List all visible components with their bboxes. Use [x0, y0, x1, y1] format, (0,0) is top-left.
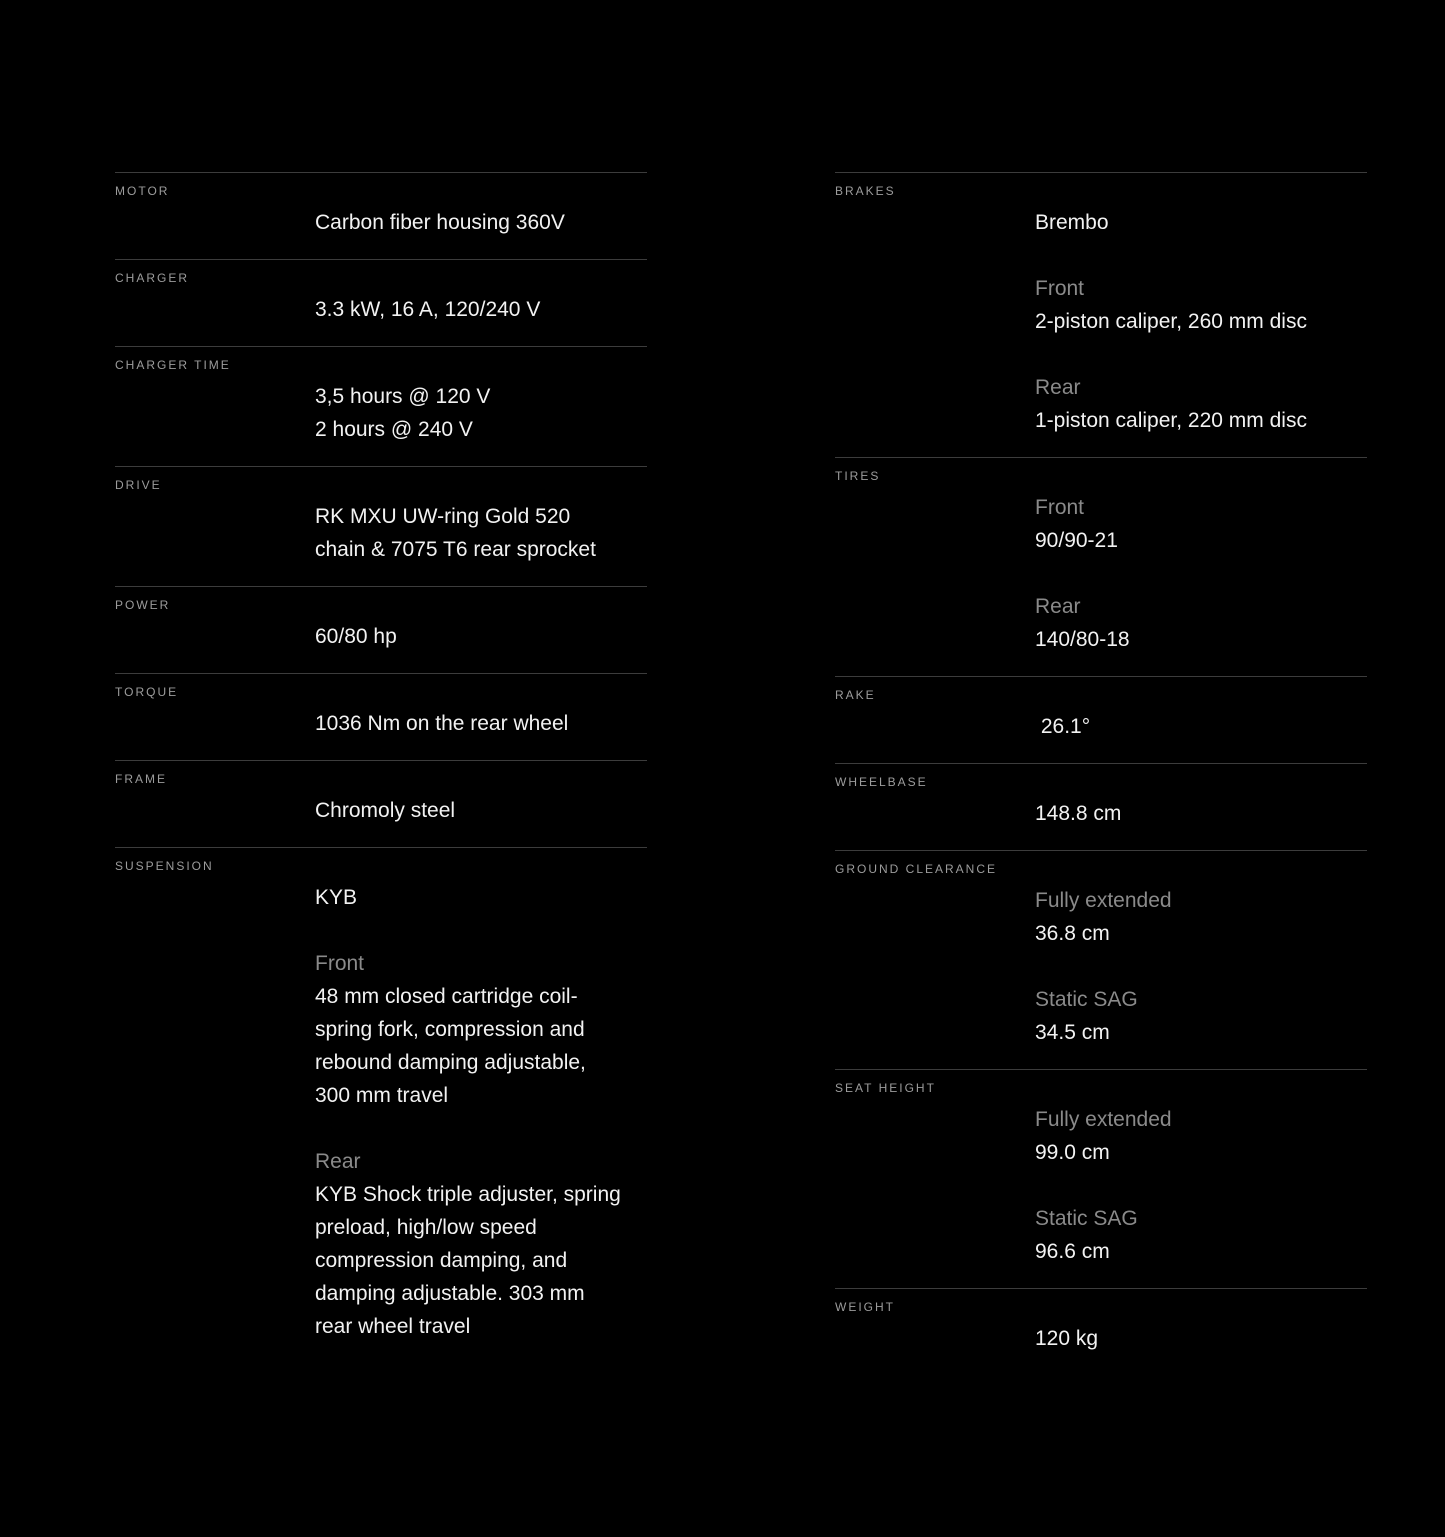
spec-row-seat-height	[835, 1069, 1367, 1288]
spec-sub-label-front: Front	[315, 952, 365, 975]
spec-row-tires	[835, 457, 1367, 676]
spec-row-charger	[115, 259, 647, 346]
spec-sub-label-static-sag: Static SAG	[1035, 1207, 1138, 1230]
spec-label-charger: CHARGER	[115, 271, 190, 285]
spec-row-charger-time	[115, 346, 647, 466]
spec-label-frame: FRAME	[115, 772, 167, 786]
spec-sub-value-rear: KYB Shock triple adjuster, spring preload, high/low speed compression damping, and damping adjustable. 303 mm rear wheel travel	[315, 1183, 621, 1338]
spec-row-frame	[115, 760, 647, 847]
spec-sub-value-front: 48 mm closed cartridge coil-spring fork, compression and rebound damping adjustable, 300 mm travel	[315, 985, 586, 1107]
spec-value-brakes: Brembo	[1035, 211, 1109, 234]
spec-label-tires: TIRES	[835, 469, 881, 483]
spec-sub-label-static-sag: Static SAG	[1035, 988, 1138, 1011]
spec-label-wheelbase: WHEELBASE	[835, 775, 928, 789]
spec-sub-value-rear: 1-piston caliper, 220 mm disc	[1035, 409, 1307, 432]
spec-label-power: POWER	[115, 598, 171, 612]
spec-label-suspension: SUSPENSION	[115, 859, 214, 873]
spec-sub-value-fully-extended: 99.0 cm	[1035, 1141, 1110, 1164]
spec-value-frame: Chromoly steel	[315, 799, 456, 822]
spec-label-charger-time: CHARGER TIME	[115, 358, 231, 372]
spec-label-ground-clearance: GROUND CLEARANCE	[835, 862, 998, 876]
spec-value-weight: 120 kg	[1035, 1327, 1099, 1350]
spec-value-drive: RK MXU UW-ring Gold 520 chain & 7075 T6 rear sprocket	[315, 505, 596, 561]
spec-row-suspension	[115, 847, 647, 1363]
spec-row-motor	[115, 172, 647, 259]
spec-label-motor: MOTOR	[115, 184, 170, 198]
spec-sub-label-rear: Rear	[315, 1150, 361, 1173]
spec-sub-tires-front	[1035, 491, 1367, 557]
spec-value-charger-time-120v: 3,5 hours @ 120 V	[315, 385, 491, 408]
spec-label-drive: DRIVE	[115, 478, 162, 492]
spec-value-rake: 26.1°	[1035, 715, 1091, 738]
spec-sub-label-fully-extended: Fully extended	[1035, 1108, 1172, 1131]
spec-sub-brakes-front	[1035, 272, 1367, 338]
spec-row-drive	[115, 466, 647, 586]
spec-value-wheelbase: 148.8 cm	[1035, 802, 1122, 825]
spec-sub-suspension-front	[315, 947, 647, 1112]
spec-label-weight: WEIGHT	[835, 1300, 895, 1314]
specs-column-right	[835, 172, 1367, 1375]
spec-label-brakes: BRAKES	[835, 184, 896, 198]
spec-sub-value-static-sag: 34.5 cm	[1035, 1021, 1110, 1044]
spec-row-brakes	[835, 172, 1367, 457]
spec-label-torque: TORQUE	[115, 685, 179, 699]
spec-sub-value-static-sag: 96.6 cm	[1035, 1240, 1110, 1263]
spec-sub-label-front: Front	[1035, 496, 1085, 519]
spec-sub-label-front: Front	[1035, 277, 1085, 300]
spec-sub-label-rear: Rear	[1035, 376, 1081, 399]
spec-sub-ground-clearance-sag	[1035, 983, 1367, 1049]
spec-value-suspension: KYB	[315, 886, 358, 909]
spec-sub-label-fully-extended: Fully extended	[1035, 889, 1172, 912]
spec-value-charger: 3.3 kW, 16 A, 120/240 V	[315, 298, 541, 321]
spec-sub-seat-height-extended	[1035, 1103, 1367, 1169]
spec-value-charger-time-240v: 2 hours @ 240 V	[315, 418, 473, 441]
spec-sub-label-rear: Rear	[1035, 595, 1081, 618]
spec-row-rake	[835, 676, 1367, 763]
spec-sub-brakes-rear	[1035, 371, 1367, 437]
spec-sub-tires-rear	[1035, 590, 1367, 656]
spec-sub-suspension-rear	[315, 1145, 647, 1343]
spec-row-ground-clearance	[835, 850, 1367, 1069]
spec-sub-value-front: 2-piston caliper, 260 mm disc	[1035, 310, 1307, 333]
spec-sub-value-front: 90/90-21	[1035, 529, 1118, 552]
spec-row-torque	[115, 673, 647, 760]
specs-column-left	[115, 172, 647, 1363]
spec-row-power	[115, 586, 647, 673]
spec-value-torque: 1036 Nm on the rear wheel	[315, 712, 569, 735]
spec-sub-ground-clearance-extended	[1035, 884, 1367, 950]
spec-sub-value-fully-extended: 36.8 cm	[1035, 922, 1110, 945]
spec-value-power: 60/80 hp	[315, 625, 397, 648]
spec-row-wheelbase	[835, 763, 1367, 850]
spec-label-seat-height: SEAT HEIGHT	[835, 1081, 936, 1095]
spec-value-motor: Carbon fiber housing 360V	[315, 211, 565, 234]
spec-sub-value-rear: 140/80-18	[1035, 628, 1130, 651]
spec-sub-seat-height-sag	[1035, 1202, 1367, 1268]
spec-label-rake: RAKE	[835, 688, 876, 702]
spec-row-weight	[835, 1288, 1367, 1375]
